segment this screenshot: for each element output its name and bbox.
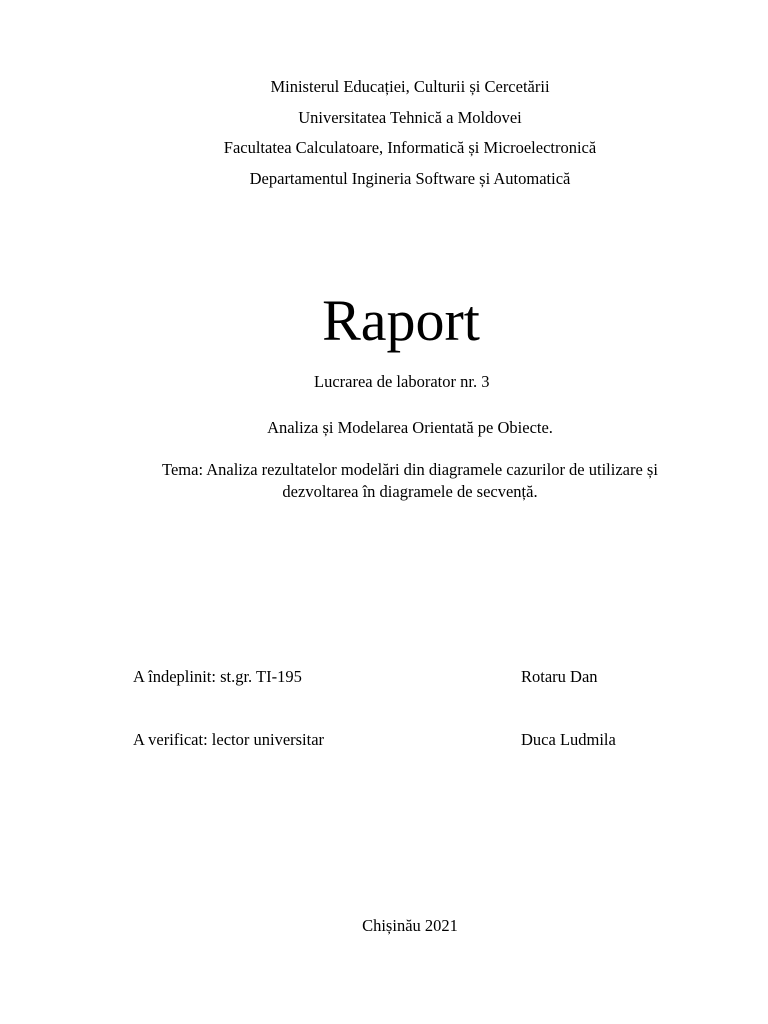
- completed-by-name: Rotaru Dan: [521, 667, 598, 686]
- institution-header: [0, 72, 768, 195]
- faculty-line: Facultatea Calculatoare, Informatică și Microelectronică: [223, 138, 597, 158]
- verified-by-name: Duca Ludmila: [521, 730, 616, 749]
- verified-by-role: A verificat: lector universitar: [133, 730, 325, 749]
- report-theme: Tema: Analiza rezultatelor modelări din diagramele cazurilor de utilizare și dezvoltarea în diagramele de secvență.: [162, 460, 658, 501]
- university-line: Universitatea Tehnică a Moldovei: [298, 107, 522, 127]
- completed-by-role: A îndeplinit: st.gr. TI-195: [133, 667, 302, 686]
- ministry-line: Ministerul Educației, Culturii și Cercetării: [270, 77, 550, 96]
- place-and-year: Chișinău 2021: [362, 916, 458, 935]
- department-line: Departamentul Ingineria Software și Automatică: [249, 169, 571, 189]
- lab-number: Lucrarea de laborator nr. 3: [314, 372, 490, 391]
- course-subject: Analiza și Modelarea Orientată pe Obiecte.: [267, 418, 553, 437]
- report-title: Raport: [322, 288, 480, 353]
